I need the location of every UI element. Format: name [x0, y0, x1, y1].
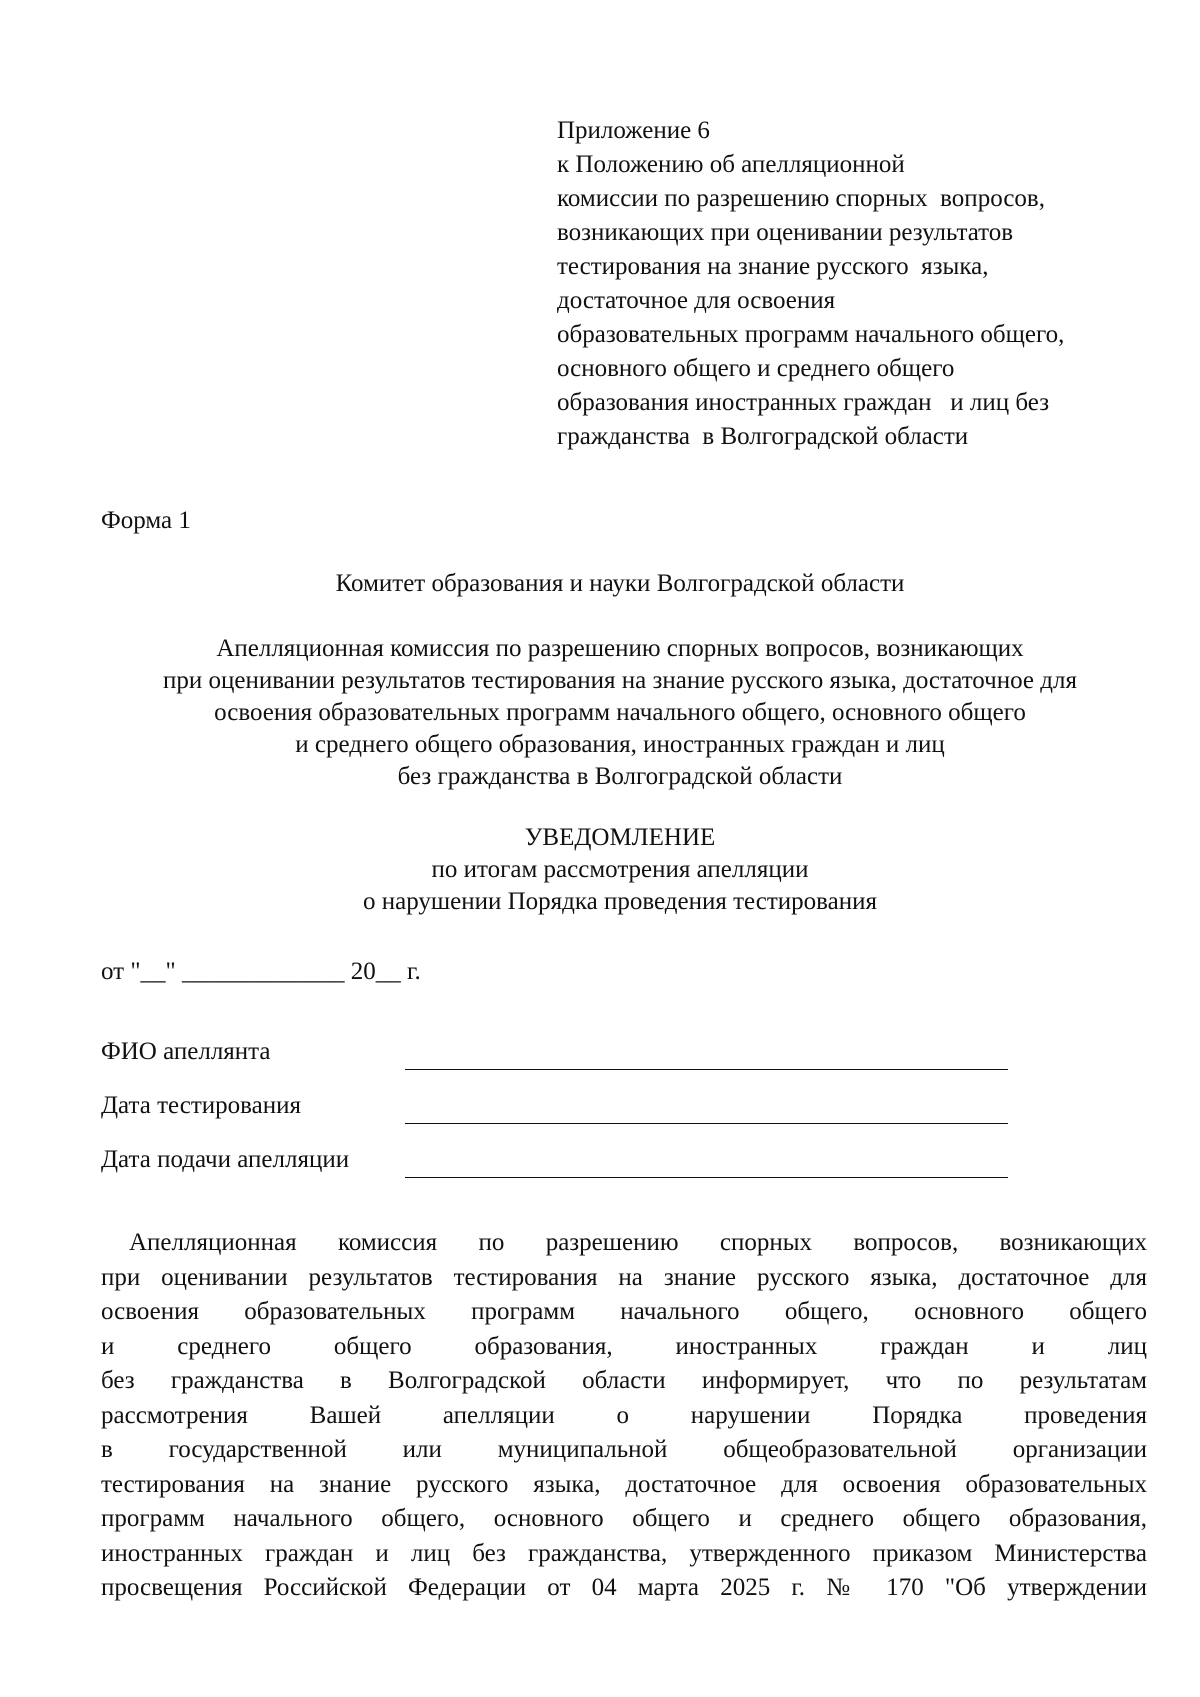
body-line: освоения образовательных программ начального общего, основного общего	[101, 1298, 1147, 1325]
commission-line: освоения образовательных программ начального общего, основного общего	[214, 699, 1026, 726]
appendix-line: тестирования на знание русского языка,	[557, 253, 989, 280]
appendix-line: основного общего и среднего общего	[557, 355, 955, 382]
commission-line: и среднего общего образования, иностранных граждан и лиц	[295, 731, 945, 758]
appendix-line: Приложение 6	[557, 117, 710, 144]
body-line: просвещения Российской Федерации от 04 марта 2025 г. № 170 "Об утверждении	[101, 1574, 1147, 1601]
appendix-line: достаточное для освоения	[557, 287, 836, 314]
test-date-label: Дата тестирования	[101, 1092, 301, 1119]
appendix-line: гражданства в Волгоградской области	[557, 423, 969, 450]
notice-title: УВЕДОМЛЕНИЕ	[524, 824, 716, 851]
commission-name	[0, 633, 1200, 793]
appendix-line: к Положению об апелляционной	[557, 151, 905, 178]
date-field[interactable]: от "__" _____________ 20__ г.	[101, 958, 421, 985]
fio-label: ФИО апеллянта	[101, 1038, 271, 1065]
committee-line: Комитет образования и науки Волгоградской области	[335, 570, 905, 597]
notice-subtitle: по итогам рассмотрения апелляции	[431, 856, 809, 883]
notice-subtitle: о нарушении Порядка проведения тестирования	[362, 888, 877, 915]
body-line: в государственной или муниципальной общеобразовательной организации	[101, 1436, 1147, 1463]
fio-field[interactable]	[101, 1035, 1011, 1075]
notice-body	[101, 1226, 1147, 1606]
appendix-line: возникающих при оценивании результатов	[557, 219, 1014, 246]
body-line: при оценивании результатов тестирования на знание русского языка, достаточное для	[101, 1263, 1147, 1291]
fio-input-line[interactable]	[405, 1069, 1008, 1070]
body-line: иностранных граждан и лиц без гражданства, утвержденного приказом Министерства	[101, 1539, 1147, 1567]
body-line: и среднего общего образования, иностранных граждан и лиц	[101, 1332, 1147, 1360]
committee-name	[0, 568, 1200, 600]
appeal-date-field[interactable]	[101, 1143, 1011, 1183]
body-line: без гражданства в Волгоградской области информирует, что по результатам	[101, 1367, 1147, 1394]
test-date-field[interactable]	[101, 1089, 1011, 1129]
appendix-line: образовательных программ начального общего,	[557, 321, 1065, 348]
form-number: Форма 1	[101, 507, 191, 534]
body-line: рассмотрения Вашей апелляции о нарушении Порядка проведения	[101, 1401, 1147, 1429]
appendix-line: комиссии по разрешению спорных вопросов,	[557, 185, 1045, 212]
body-line: Апелляционная комиссия по разрешению спорных вопросов, возникающих	[129, 1229, 1147, 1256]
body-line: тестирования на знание русского языка, достаточное для освоения образовательных	[101, 1470, 1147, 1498]
commission-line: при оценивании результатов тестирования на знание русского языка, достаточное для	[163, 667, 1077, 694]
commission-line: Апелляционная комиссия по разрешению спорных вопросов, возникающих	[216, 635, 1024, 662]
body-line: программ начального общего, основного общего и среднего общего образования,	[101, 1505, 1147, 1532]
test-date-input-line[interactable]	[405, 1123, 1008, 1124]
appeal-date-input-line[interactable]	[405, 1177, 1008, 1178]
appendix-line: образования иностранных граждан и лиц без	[557, 389, 1050, 416]
appeal-date-label: Дата подачи апелляции	[101, 1146, 350, 1173]
commission-line: без гражданства в Волгоградской области	[397, 763, 843, 790]
appendix-header	[557, 114, 1157, 454]
notice-heading	[0, 822, 1200, 918]
